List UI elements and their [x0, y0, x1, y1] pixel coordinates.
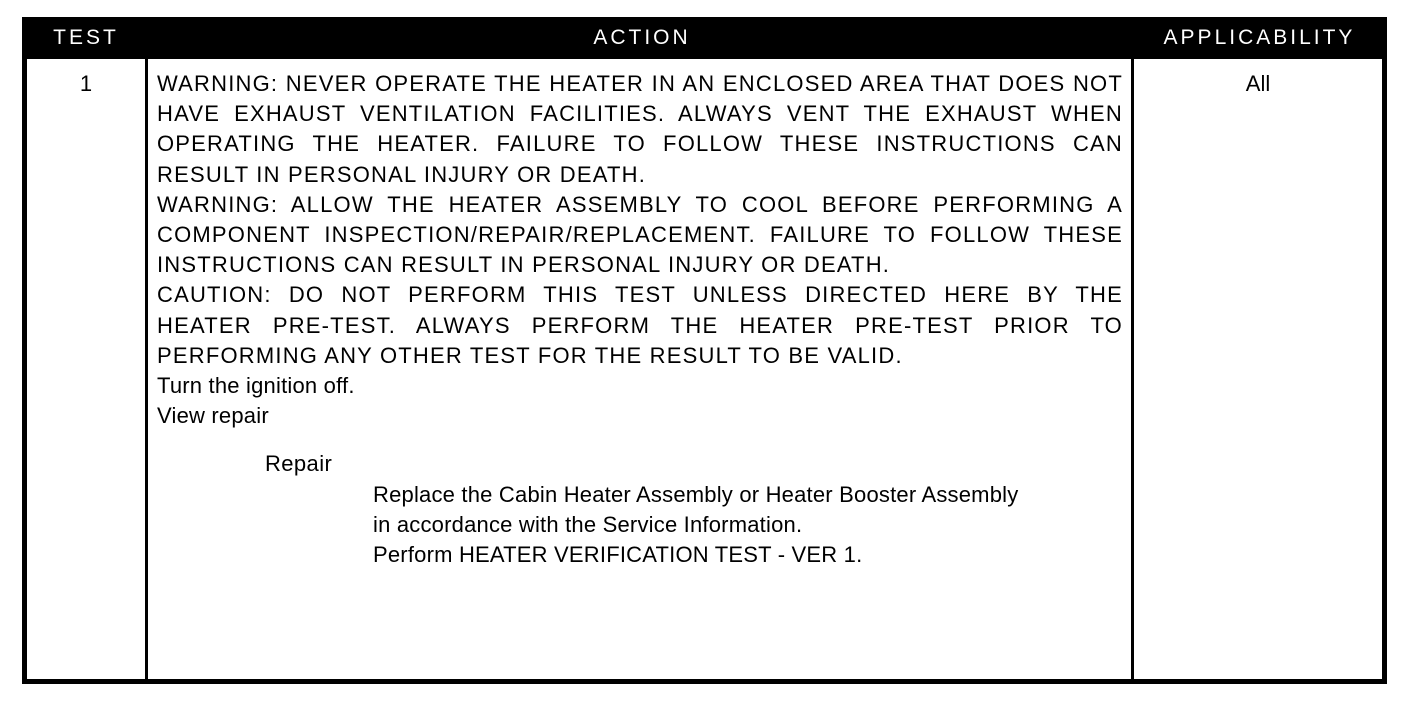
- table-header: [27, 17, 1382, 59]
- applicability-value: All: [1245, 71, 1271, 96]
- column-divider: [1131, 59, 1134, 679]
- repair-section: [157, 449, 1123, 570]
- warning-cool: WARNING: ALLOW THE HEATER ASSEMBLY TO COOL BEFORE PERFORMING A COMPONENT INSPECTION/REPAIR/REPLACEMENT. FAILURE TO FOLLOW THESE INSTRUCTIONS CAN RESULT IN PERSONAL INJURY OR DEATH.: [157, 191, 1123, 278]
- test-number: 1: [79, 71, 93, 96]
- step-view-repair[interactable]: View repair: [157, 403, 269, 429]
- caution-pretest: CAUTION: DO NOT PERFORM THIS TEST UNLESS DIRECTED HERE BY THE HEATER PRE-TEST. ALWAYS PERFORM THE HEATER PRE-TEST PRIOR TO PERFORMING ANY OTHER TEST FOR THE RESULT TO BE VALID.: [157, 282, 1123, 368]
- repair-line: Perform HEATER VERIFICATION TEST - VER 1.: [373, 542, 863, 568]
- repair-title: Repair: [265, 451, 333, 477]
- step-ignition-off: Turn the ignition off.: [157, 373, 355, 399]
- repair-instructions: [157, 480, 1123, 571]
- header-action: ACTION: [593, 26, 691, 49]
- repair-line: in accordance with the Service Information.: [373, 511, 803, 537]
- column-divider: [145, 59, 148, 679]
- action-cell: [157, 69, 1123, 570]
- repair-line: Replace the Cabin Heater Assembly or Heater Booster Assembly: [373, 481, 1019, 507]
- procedure-table: [22, 17, 1387, 684]
- header-applicability: APPLICABILITY: [1163, 26, 1356, 49]
- warning-exhaust: WARNING: NEVER OPERATE THE HEATER IN AN ENCLOSED AREA THAT DOES NOT HAVE EXHAUST VENTILATION FACILITIES. ALWAYS VENT THE EXHAUST WHEN OPERATING THE HEATER. FAILURE TO FOLLOW THESE INSTRUCTIONS CAN RESULT IN PERSONAL INJURY OR DEATH.: [157, 71, 1123, 187]
- header-test: TEST: [53, 26, 119, 49]
